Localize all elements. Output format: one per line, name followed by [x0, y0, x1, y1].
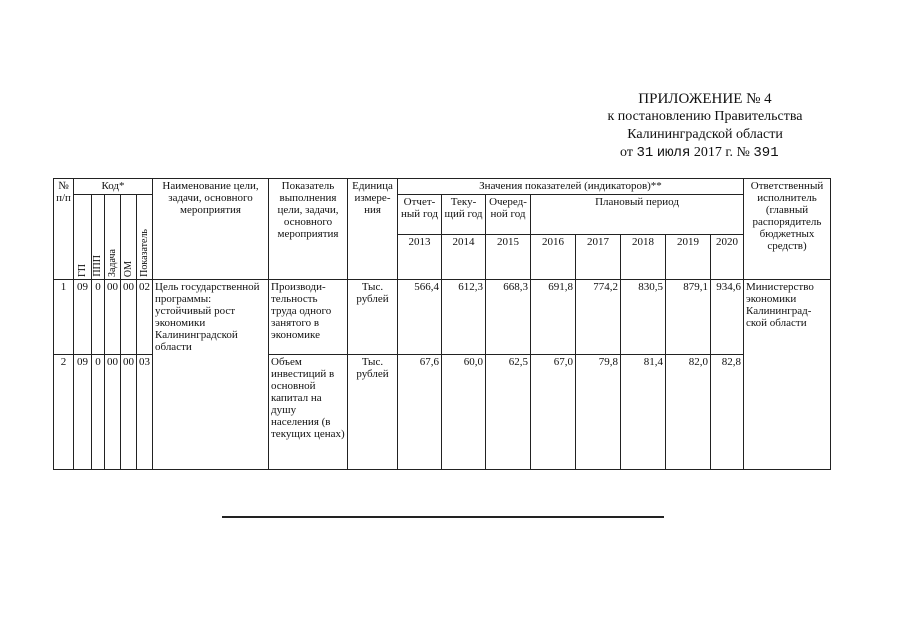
value-cell: 774,2 — [576, 280, 621, 355]
value-cell: 830,5 — [621, 280, 666, 355]
value-cell: 82,8 — [711, 355, 744, 470]
col-values-header: Значения показателей (индикаторов)** — [398, 179, 744, 195]
date-month: июля — [656, 145, 691, 161]
code-indicator-header: Показатель — [138, 229, 150, 277]
col-name-header: Наименование цели, задачи, основного мероприятия — [153, 179, 269, 280]
value-cell: 81,4 — [621, 355, 666, 470]
code-cell: 09 — [74, 355, 92, 470]
date-year: 2017 г. № — [693, 145, 750, 160]
responsible-cell: Министерство экономики Калининград-ской области — [744, 280, 831, 470]
col-unit-header: Единица измере-ния — [348, 179, 398, 280]
code-cell: 00 — [121, 280, 137, 355]
value-cell: 691,8 — [531, 280, 576, 355]
code-cell: 03 — [137, 355, 153, 470]
year-header: 2017 — [576, 235, 621, 280]
year-header: 2013 — [398, 235, 442, 280]
value-cell: 67,6 — [398, 355, 442, 470]
appendix-subtitle-1: к постановлению Правительства — [607, 109, 803, 124]
col-responsible-header: Ответственный исполнитель (главный распорядитель бюджетных средств) — [744, 179, 831, 280]
closing-rule — [222, 516, 664, 518]
plan-period-header: Плановый период — [531, 195, 744, 235]
col-code-header: Код* — [74, 179, 153, 195]
year-header: 2014 — [442, 235, 486, 280]
year-header: 2019 — [666, 235, 711, 280]
code-ppp-header: ППП — [92, 255, 103, 277]
unit-cell: Тыс. рублей — [348, 280, 398, 355]
appendix-subtitle-2: Калининградской области — [627, 127, 783, 142]
year-header: 2016 — [531, 235, 576, 280]
code-cell: 02 — [137, 280, 153, 355]
value-cell: 668,3 — [486, 280, 531, 355]
row-num: 1 — [54, 280, 74, 355]
code-cell: 0 — [92, 355, 105, 470]
value-cell: 67,0 — [531, 355, 576, 470]
code-cell: 00 — [121, 355, 137, 470]
unit-cell: Тыс. рублей — [348, 355, 398, 470]
col-num-header: № п/п — [54, 179, 74, 280]
report-year-header: Отчет-ный год — [398, 195, 442, 235]
next-year-header: Очеред-ной год — [486, 195, 531, 235]
current-year-header: Теку-щий год — [442, 195, 486, 235]
year-header: 2015 — [486, 235, 531, 280]
value-cell: 79,8 — [576, 355, 621, 470]
date-number: 391 — [753, 145, 779, 161]
indicator-cell: Производи-тельность труда одного занятого в экономике — [269, 280, 348, 355]
appendix-date — [560, 144, 850, 162]
indicators-table — [53, 178, 831, 470]
value-cell: 82,0 — [666, 355, 711, 470]
goal-name-cell: Цель государственной программы: устойчивый рост экономики Калининградской области — [153, 280, 269, 470]
code-cell: 00 — [105, 355, 121, 470]
value-cell: 612,3 — [442, 280, 486, 355]
appendix-title: ПРИЛОЖЕНИЕ № 4 — [638, 91, 772, 107]
value-cell: 566,4 — [398, 280, 442, 355]
value-cell: 934,6 — [711, 280, 744, 355]
header-row-1 — [54, 179, 831, 195]
date-prefix: от — [620, 145, 633, 160]
value-cell: 62,5 — [486, 355, 531, 470]
code-cell: 00 — [105, 280, 121, 355]
value-cell: 60,0 — [442, 355, 486, 470]
date-day: 31 — [636, 145, 654, 161]
code-om-header: ОМ — [122, 260, 134, 277]
code-cell: 0 — [92, 280, 105, 355]
document-header — [560, 90, 850, 162]
year-header: 2020 — [711, 235, 744, 280]
value-cell: 879,1 — [666, 280, 711, 355]
row-num: 2 — [54, 355, 74, 470]
year-header: 2018 — [621, 235, 666, 280]
code-task-header: Задача — [106, 248, 118, 277]
code-gp-header: ГП — [76, 263, 88, 277]
col-indicator-header: Показатель выполнения цели, задачи, основного мероприятия — [269, 179, 348, 280]
table-row — [54, 280, 831, 355]
indicator-cell: Объем инвестиций в основной капитал на душу населения (в текущих ценах) — [269, 355, 348, 470]
code-cell: 09 — [74, 280, 92, 355]
